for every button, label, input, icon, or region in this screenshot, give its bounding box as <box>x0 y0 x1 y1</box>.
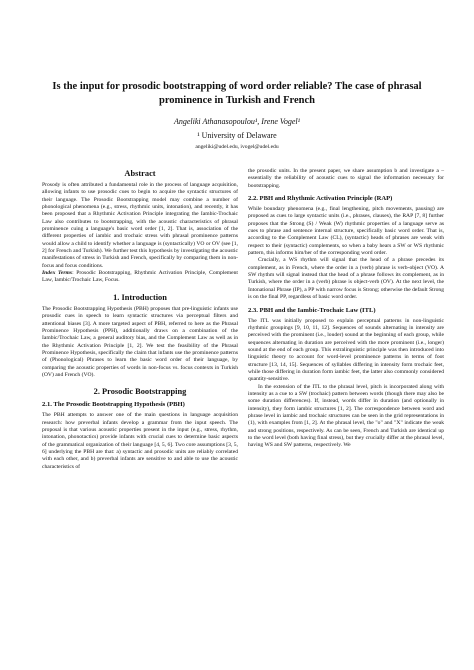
section21-heading: 2.1. The Prosodic Bootstrapping Hypothesis (PBH) <box>42 401 185 409</box>
continued-text: the prosodic units. In the present paper, we share assumption b and investigate a – essentially the reliability of acoustic cues to signal the information necessary for bootstrapping. <box>248 168 444 189</box>
paper-title: Is the input for prosodic bootstrapping of word order reliable? The case of phrasal prominence in Turkish and French <box>52 81 422 106</box>
index-terms-label: Index Terms <box>42 270 73 277</box>
abstract-text: Prosody is often attributed a fundamental role in the process of language acquisition, allowing infants to use prosodic cues to begin to acquire the syntactic structures of their language. The Prosodic Bootstrapping model may combine a number of phonological phenomena (e.g., stress, rhythmic units, intonation), and recently, it has been proposed that a Rhythmic Activation Principle integrating the Iambic-Trochaic Law also contributes to bootstrapping, with the acoustic characteristics of phrasal prominence cuing a language's basic word order [1, 2]. That is, association of the different properties of iambic and trochaic stress with phrasal prominence patterns would allow a child to identify whether a language is (syntactically) VO or OV (see [1, 2] for French and Turkish). We further test this hypothesis by investigating the acoustic manifestations of stress in Turkish and French, specifically by comparing them in non-focus and focus conditions. <box>42 182 238 269</box>
paper-authors: Angeliki Athanasopoulou¹, Irene Vogel¹ <box>173 117 301 126</box>
section22-paragraph-2: Crucially, a WS rhythm will signal that the head of a phrase precedes its complement, as in French, where the order in a (verb) phrase is verb-object (VO). A SW rhythm will signal instead that the head of a phrase follows its complement, as in Turkish, where the order in a (verb) phrase is object-verb (OV). At the next level, the Intonational Phrase (IP), a PP with narrow focus is Strong; otherwise the default Strong is on the final PP, regardless of basic word order. <box>248 257 444 301</box>
paper-email: angeliki@udel.edu, ivogel@udel.edu <box>195 144 279 150</box>
intro-heading: 1. Introduction <box>113 292 167 302</box>
index-terms-text: : Prosodic Bootstrapping, Rhythmic Activation Principle, Complement Law, Iambic/Trochaic Law, Focus. <box>42 270 238 284</box>
abstract-heading: Abstract <box>124 169 156 178</box>
intro-text: The Prosodic Bootstrapping Hypothesis (PBH) proposes that pre-linguistic infants use prosodic cues in speech to learn syntactic structures via perceptual filters and attentional biases [3]. A more targeted aspect of PBH, referred to here as the Phrasal Prominence Hypothesis (PPH), additionally draws on a combination of the Iambic/Trochaic Law, a general auditory bias, and the Complement Law as well as in the Rhythmic Activation Principle [1, 2]. We test the feasibility of the Phrasal Prominence Hypothesis, specifically the claim that infants use the prominence patterns of (Phonological) Phrases to learn the basic word order of their language, by comparing the acoustic properties of words in non-focus vs. focus contexts in Turkish (OV) and French (VO). <box>42 305 238 378</box>
section2-heading: 2. Prosodic Bootstrapping <box>93 387 187 397</box>
section23-heading: 2.3. PBH and the Iambic-Trochaic Law (ITL) <box>248 306 376 314</box>
section23-paragraph-2: In the extension of the ITL to the phrasal level, pitch is incorporated along with intensity as a cue to a SW (trochaic) pattern between words (though there may also be some duration differences). If, instead, words differ in duration (and optionally in intensity), they form iambic structures [1, 2]. The correspondence between word and phrase level in iambic and trochaic structures can be seen in the grid representations in (1), with examples from [1, 2]. At the phrasal level, the "o" and "X" indicate the weak and strong positions, respectively. As can be seen, French and Turkish are identical up to the word level (both having final stress), but they crucially differ at the phrasal level, having WS and SW patterns, respectively. We <box>248 383 444 449</box>
left-column <box>42 168 238 471</box>
paper-affiliation: ¹ University of Delaware <box>197 131 277 140</box>
section22-paragraph-1: While boundary phenomena (e.g., final lengthening, pitch movements, pausing) are proposed as cues to large syntactic units (i.e., phrases, clauses), the RAP [7, 8] further proposes that the Strong (S) / Weak (W) rhythmic properties of a language serve as cues to phrase and sentence internal structure, specifically basic word order. That is, according to the Complement Law (CL), (syntactic) heads of phrases are weak with respect to their (syntactic) complements, so when a baby hears a SW or WS rhythmic pattern, this informs him/her of the corresponding word order. <box>248 206 444 257</box>
section23-paragraph-1: The ITL was initially proposed to explain perceptual patterns in non-linguistic rhythmic groupings [9, 10, 11, 12]. Sequences of sounds alternating in intensity are perceived with the prominent (i.e., louder) sound at the beginning of each group, while sequences alternating in duration are perceived with the more prominent (i.e., longer) sound at the end of each group. This extralinguistic principle was then introduced into linguistic theory to account for word-level prominence patterns in terms of foot structure [13, 14, 15]. Sequences of syllables differing in intensity form trochaic feet, while those differing in duration form iambic feet, the latter also commonly considered quantity-sensitive. <box>248 317 444 383</box>
section22-heading: 2.2. PBH and Rhythmic Activation Principle (RAP) <box>248 195 393 203</box>
index-terms <box>42 270 238 285</box>
section21-text: The PBH attempts to answer one of the main questions in language acquisition research: how preverbal infants develop a grammar from the input speech. The proposal is that various acoustic properties present in the input (e.g., stress, rhythm, intonation, phonotactics) provide infants with crucial cues to determine basic aspects of the grammatical organization of their language [4, 5, 6]. Two core assumptions [3, 5, 6] underlying the PBH are that: a) syntactic and prosodic units are reliably correlated with each other, and b) preverbal infants are sensitive to and able to use the acoustic characteristics of <box>42 412 238 470</box>
right-column <box>248 168 444 450</box>
